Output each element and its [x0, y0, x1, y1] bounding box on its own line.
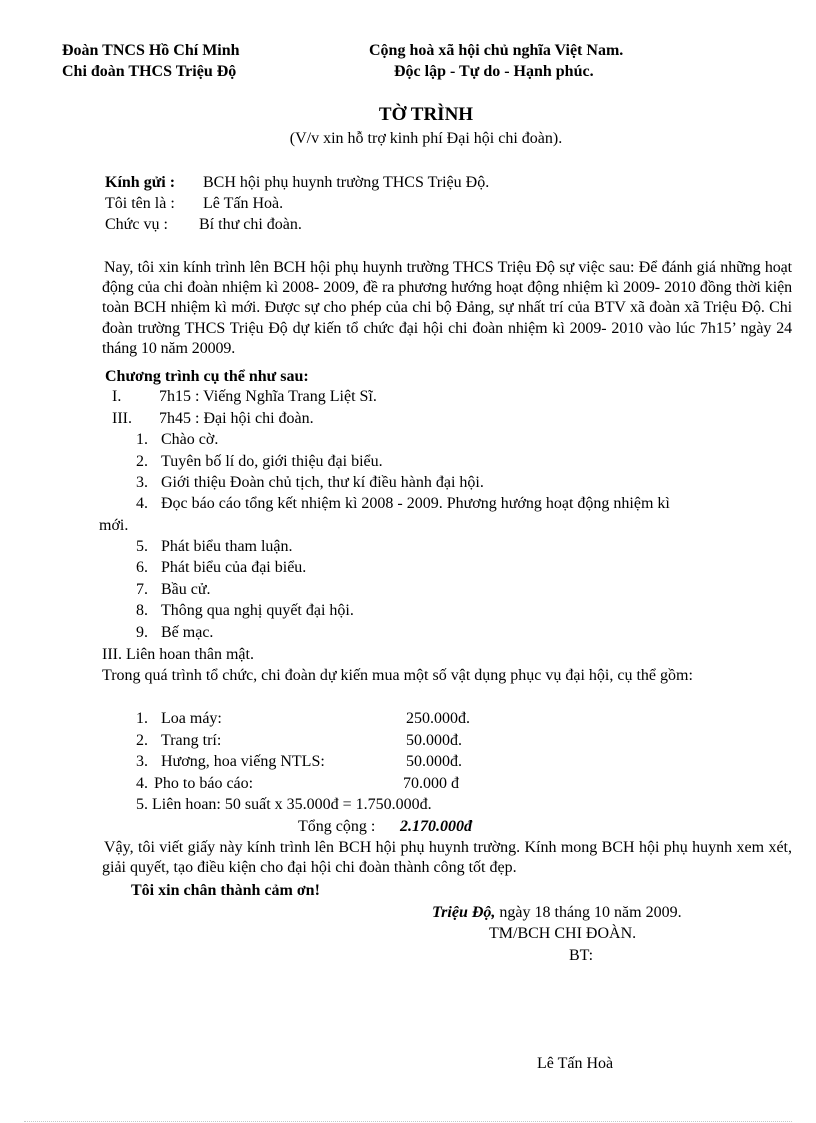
thanks-line: Tôi xin chân thành cảm ơn!	[131, 882, 320, 899]
addressee-value: BCH hội phụ huynh trường THCS Triệu Độ.	[203, 174, 490, 191]
program-item-text: Chào cờ.	[161, 431, 219, 448]
name-label: Tôi tên là :	[105, 195, 175, 212]
program-item-number: 3.	[136, 474, 148, 491]
header-national-title: Cộng hoà xã hội chủ nghĩa Việt Nam.	[369, 42, 624, 59]
budget-total-label: Tổng cộng :	[298, 818, 376, 835]
program-item-continuation: mới.	[99, 517, 129, 534]
program-item-number: 7.	[136, 581, 148, 598]
program-item-number: 8.	[136, 602, 148, 619]
section2-number: III.	[112, 410, 132, 427]
intro-paragraph: Nay, tôi xin kính trình lên BCH hội phụ huynh trường THCS Triệu Độ sự việc sau: Để đánh giá những hoạt động của chi đoàn nhiệm kì 2008- 2009, đề ra phương hướng hoạt động nhiệm kì 2009- 2010 đồng thời kiện toàn BCH nhiệm kì mới. Được sự cho phép của chi bộ Đảng, sự nhất trí của BTV xã đoàn xã Triệu Độ. Chi đoàn trường THCS Triệu Độ dự kiến tổ chức đại hội chi đoàn nhiệm kì 2009- 2010 vào lúc 7h15’ ngày 24 tháng 10 năm 20009.	[102, 259, 792, 357]
program-item-number: 1.	[136, 431, 148, 448]
program-item-text: Bầu cử.	[161, 581, 211, 598]
program-item-text: Phát biểu tham luận.	[161, 538, 293, 555]
budget-total-value: 2.170.000đ	[400, 818, 472, 835]
budget-item-amount: 50.000đ.	[406, 753, 462, 770]
budget-item-number: 4.	[136, 775, 148, 792]
program-item-text: Tuyên bố lí do, giới thiệu đại biểu.	[161, 453, 383, 470]
program-item-text: Phát biểu của đại biểu.	[161, 559, 307, 576]
signature-date-line	[432, 903, 682, 923]
closing-paragraph: Vậy, tôi viết giấy này kính trình lên BCH hội phụ huynh trường. Kính mong BCH hội phụ huynh xem xét, giải quyết, tạo điều kiện cho đại hội chi đoàn thành công tốt đẹp.	[102, 839, 792, 877]
budget-item-number: 3.	[136, 753, 148, 770]
document-subtitle: (V/v xin hỗ trợ kinh phí Đại hội chi đoàn).	[289, 130, 563, 147]
budget-item-label: Trang trí:	[161, 732, 222, 749]
budget-item-label: Hương, hoa viếng NTLS:	[161, 753, 325, 770]
signature-role: BT:	[569, 947, 594, 964]
budget-item-amount: 70.000 đ	[403, 775, 459, 792]
document-title: TỜ TRÌNH	[378, 104, 474, 125]
signature-date: ngày 18 tháng 10 năm 2009.	[495, 904, 682, 921]
section3-text: III. Liên hoan thân mật.	[102, 646, 254, 663]
section1-text: 7h15 : Viếng Nghĩa Trang Liệt Sĩ.	[159, 388, 377, 405]
signature-place: Triệu Độ,	[432, 904, 496, 921]
addressee-label: Kính gửi :	[105, 174, 176, 191]
purchase-paragraph: Trong quá trình tổ chức, chi đoàn dự kiến mua một số vật dụng phục vụ đại hội, cụ thể gồm:	[102, 667, 693, 684]
signature-name: Lê Tấn Hoà	[537, 1055, 614, 1072]
header-motto: Độc lập - Tự do - Hạnh phúc.	[394, 63, 594, 80]
program-item-number: 2.	[136, 453, 148, 470]
program-item-text: Giới thiệu Đoàn chủ tịch, thư kí điều hành đại hội.	[161, 474, 484, 491]
budget-item-number: 1.	[136, 710, 148, 727]
program-item-number: 6.	[136, 559, 148, 576]
budget-item-party: 5. Liên hoan: 50 suất x 35.000đ = 1.750.000đ.	[136, 796, 432, 813]
position-label: Chức vụ :	[105, 216, 168, 233]
page-bottom-divider	[24, 1121, 792, 1122]
section1-number: I.	[112, 388, 122, 405]
budget-item-amount: 250.000đ.	[406, 710, 470, 727]
budget-item-amount: 50.000đ.	[406, 732, 462, 749]
program-item-text: Đọc báo cáo tổng kết nhiệm kì 2008 - 2009. Phương hướng hoạt động nhiệm kì	[161, 495, 670, 512]
program-item-text: Thông qua nghị quyết đại hội.	[161, 602, 354, 619]
name-value: Lê Tấn Hoà.	[203, 195, 284, 212]
program-item-number: 4.	[136, 495, 148, 512]
header-unit-name: Chi đoàn THCS Triệu Độ	[62, 63, 237, 80]
program-item-number: 9.	[136, 624, 148, 641]
budget-item-label: Pho to báo cáo:	[154, 775, 254, 792]
program-heading: Chương trình cụ thể như sau:	[105, 368, 309, 385]
program-item-text: Bế mạc.	[161, 624, 214, 641]
budget-item-number: 2.	[136, 732, 148, 749]
program-item-number: 5.	[136, 538, 148, 555]
budget-item-label: Loa máy:	[161, 710, 222, 727]
header-org-name: Đoàn TNCS Hồ Chí Minh	[62, 42, 240, 59]
section2-text: 7h45 : Đại hội chi đoàn.	[159, 410, 314, 427]
position-value: Bí thư chi đoàn.	[199, 216, 302, 233]
signature-org: TM/BCH CHI ĐOÀN.	[489, 925, 637, 942]
